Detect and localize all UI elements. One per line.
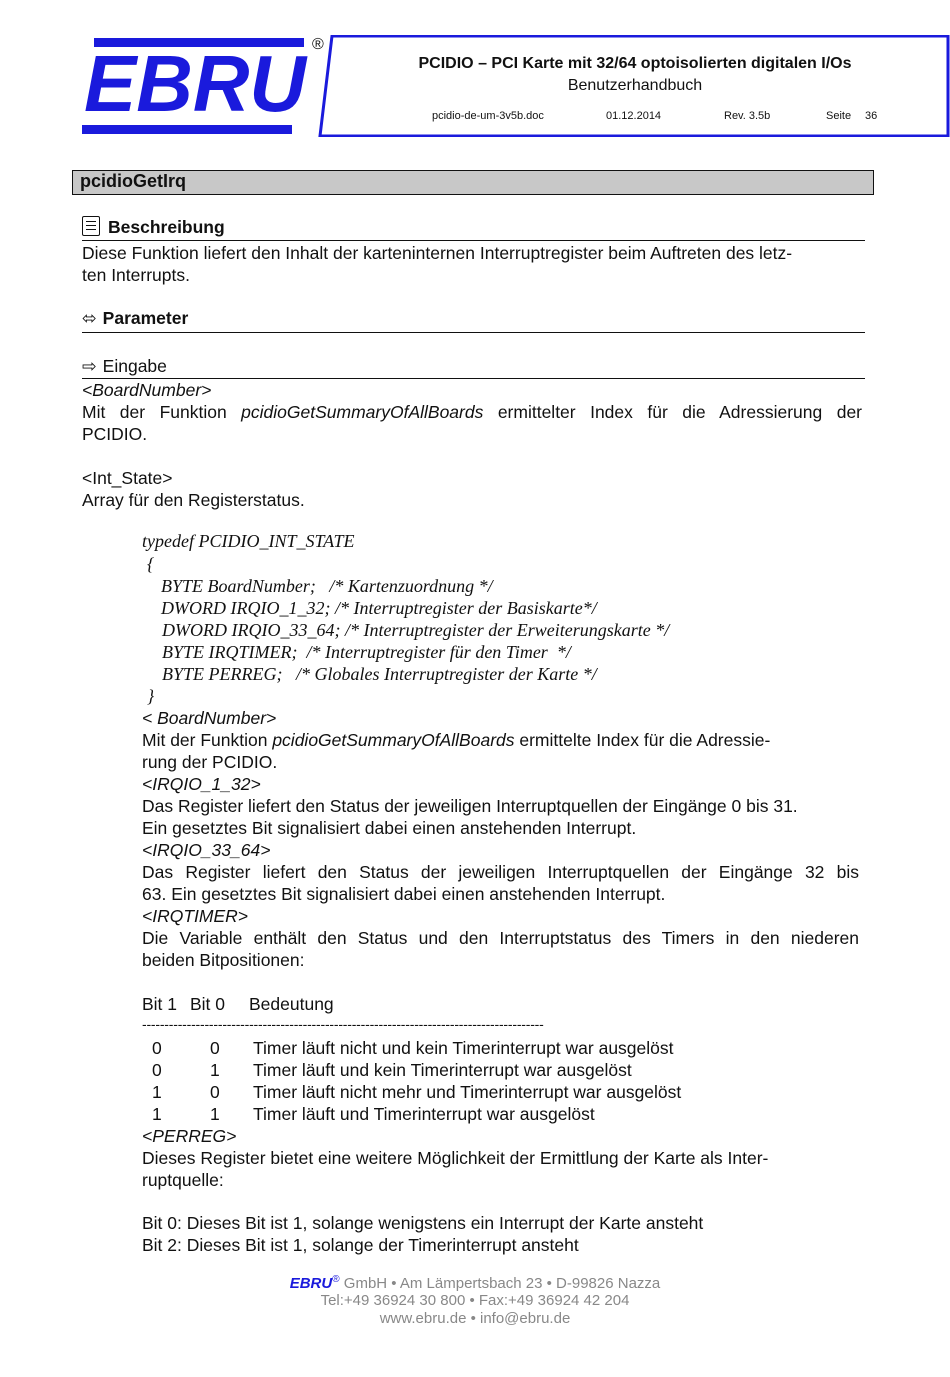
field-boardnumber-tag: < BoardNumber> bbox=[142, 708, 277, 728]
field-irqtimer-tag: <IRQTIMER> bbox=[142, 906, 248, 926]
table-cell-bit1: 0 bbox=[152, 1038, 162, 1058]
field-irqtimer-desc1: Die Variable enthält den Status und den Interruptstatus des Timers in den niederen bbox=[142, 928, 859, 948]
table-header-bit1: Bit 1 bbox=[142, 994, 178, 1014]
code-line: DWORD IRQIO_1_32; /* Interruptregister der Basiskarte*/ bbox=[161, 598, 597, 618]
footer-phone: Tel:+49 36924 30 800 • Fax:+49 36924 42 204 bbox=[320, 1292, 630, 1309]
field-boardnumber-desc bbox=[142, 729, 770, 751]
param-boardnumber-desc2: PCIDIO. bbox=[82, 424, 148, 444]
function-name: pcidioGetSummaryOfAllBoards bbox=[241, 402, 484, 422]
field-perreg-desc2: ruptquelle: bbox=[142, 1170, 224, 1190]
beschreibung-heading bbox=[82, 216, 225, 238]
beschreibung-line2: ten Interrupts. bbox=[82, 265, 190, 285]
footer-address-line bbox=[0, 1274, 950, 1292]
eingabe-label: Eingabe bbox=[102, 356, 167, 376]
field-irqtimer-desc2: beiden Bitpositionen: bbox=[142, 950, 305, 970]
doc-revision: Rev. 3.5b bbox=[724, 110, 771, 122]
eingabe-heading bbox=[82, 355, 167, 377]
field-boardnumber-desc2: rung der PCIDIO. bbox=[142, 752, 278, 772]
code-line: } bbox=[147, 686, 155, 706]
footer-brand: EBRU bbox=[289, 1275, 333, 1292]
table-cell-bit1: 1 bbox=[152, 1082, 162, 1102]
field-irqio2-tag: <IRQIO_33_64> bbox=[142, 840, 271, 860]
field-perreg-tag: <PERREG> bbox=[142, 1126, 237, 1146]
field-irqio1-tag: <IRQIO_1_32> bbox=[142, 774, 261, 794]
parameter-label: Parameter bbox=[102, 308, 189, 328]
section-bar bbox=[72, 170, 874, 195]
param-intstate-desc: Array für den Registerstatus. bbox=[82, 490, 305, 510]
table-cell-bit0: 1 bbox=[210, 1104, 220, 1124]
code-line: BYTE IRQTIMER; /* Interruptregister für den Timer */ bbox=[162, 642, 571, 662]
field-irqio1-desc1: Das Register liefert den Status der jeweiligen Interruptquellen der Eingänge 0 bis 31. bbox=[142, 796, 798, 816]
document-title: PCIDIO – PCI Karte mit 32/64 optoisolierten digitalen I/Os bbox=[418, 55, 852, 72]
double-arrow-icon: ⬄ bbox=[82, 308, 97, 328]
svg-text:EBRU: EBRU bbox=[84, 39, 309, 128]
perreg-bit2: Bit 2: Dieses Bit ist 1, solange der Timerinterrupt ansteht bbox=[142, 1235, 579, 1255]
registered-mark: ® bbox=[312, 36, 324, 53]
section-title: pcidioGetIrq bbox=[80, 171, 187, 191]
field-irqio1-desc2: Ein gesetztes Bit signalisiert dabei einen anstehenden Interrupt. bbox=[142, 818, 637, 838]
parameter-heading bbox=[82, 307, 188, 329]
book-icon bbox=[82, 216, 100, 236]
table-cell-bit1: 1 bbox=[152, 1104, 162, 1124]
table-divider: ------------------------------------------------------------------------------------------ bbox=[142, 1016, 544, 1032]
beschreibung-label: Beschreibung bbox=[108, 217, 225, 237]
text-run: Mit der Funktion bbox=[82, 402, 242, 422]
footer-web: www.ebru.de • info@ebru.de bbox=[379, 1310, 571, 1327]
divider bbox=[82, 332, 865, 333]
table-header-bit0: Bit 0 bbox=[190, 994, 226, 1014]
page-number: 36 bbox=[865, 110, 878, 122]
table-cell-bit0: 1 bbox=[210, 1060, 220, 1080]
table-cell-meaning: Timer läuft nicht und kein Timerinterrupt war ausgelöst bbox=[253, 1038, 674, 1058]
doc-filename: pcidio-de-um-3v5b.doc bbox=[432, 110, 544, 122]
text-run: ermittelte Index für die Adressie- bbox=[514, 730, 771, 750]
code-line: BYTE PERREG; /* Globales Interruptregister der Karte */ bbox=[162, 664, 597, 684]
page-label: Seite bbox=[826, 110, 852, 122]
param-boardnumber-tag: <BoardNumber> bbox=[82, 380, 212, 400]
table-cell-meaning: Timer läuft und Timerinterrupt war ausgelöst bbox=[253, 1104, 595, 1124]
table-cell-bit0: 0 bbox=[210, 1082, 220, 1102]
perreg-bit0: Bit 0: Dieses Bit ist 1, solange wenigstens ein Interrupt der Karte ansteht bbox=[142, 1213, 704, 1233]
beschreibung-line1: Diese Funktion liefert den Inhalt der karteninternen Interruptregister beim Auftreten des letz- bbox=[82, 243, 793, 263]
table-cell-meaning: Timer läuft nicht mehr und Timerinterrupt war ausgelöst bbox=[253, 1082, 682, 1102]
text-run: Mit der Funktion bbox=[142, 730, 273, 750]
table-cell-bit1: 0 bbox=[152, 1060, 162, 1080]
text-run: ermittelter Index für die Adressierung der bbox=[483, 402, 863, 422]
field-irqio2-desc2: 63. Ein gesetztes Bit signalisiert dabei einen anstehenden Interrupt. bbox=[142, 884, 666, 904]
right-arrow-icon: ⇨ bbox=[82, 356, 97, 376]
param-intstate-tag: <Int_State> bbox=[82, 468, 173, 488]
field-irqio2-desc1: Das Register liefert den Status der jeweiligen Interruptquellen der Eingänge 32 bis bbox=[142, 862, 859, 882]
param-boardnumber-desc bbox=[82, 401, 862, 423]
ebru-logo bbox=[80, 35, 320, 137]
field-perreg-desc1: Dieses Register bietet eine weitere Möglichkeit der Ermittlung der Karte als Inter- bbox=[142, 1148, 769, 1168]
document-subtitle: Benutzerhandbuch bbox=[567, 77, 703, 94]
doc-date: 01.12.2014 bbox=[606, 110, 662, 122]
footer-address: GmbH • Am Lämpertsbach 23 • D-99826 Nazza bbox=[339, 1275, 661, 1292]
code-line: DWORD IRQIO_33_64; /* Interruptregister der Erweiterungskarte */ bbox=[162, 620, 670, 640]
footer-reg: ® bbox=[332, 1274, 340, 1285]
code-line: { bbox=[147, 554, 155, 574]
table-cell-bit0: 0 bbox=[210, 1038, 220, 1058]
table-header-meaning: Bedeutung bbox=[249, 994, 334, 1014]
code-line: BYTE BoardNumber; /* Kartenzuordnung */ bbox=[161, 576, 493, 596]
table-cell-meaning: Timer läuft und kein Timerinterrupt war ausgelöst bbox=[253, 1060, 632, 1080]
function-name: pcidioGetSummaryOfAllBoards bbox=[272, 730, 515, 750]
code-line: typedef PCIDIO_INT_STATE bbox=[142, 531, 355, 551]
divider bbox=[82, 240, 865, 241]
